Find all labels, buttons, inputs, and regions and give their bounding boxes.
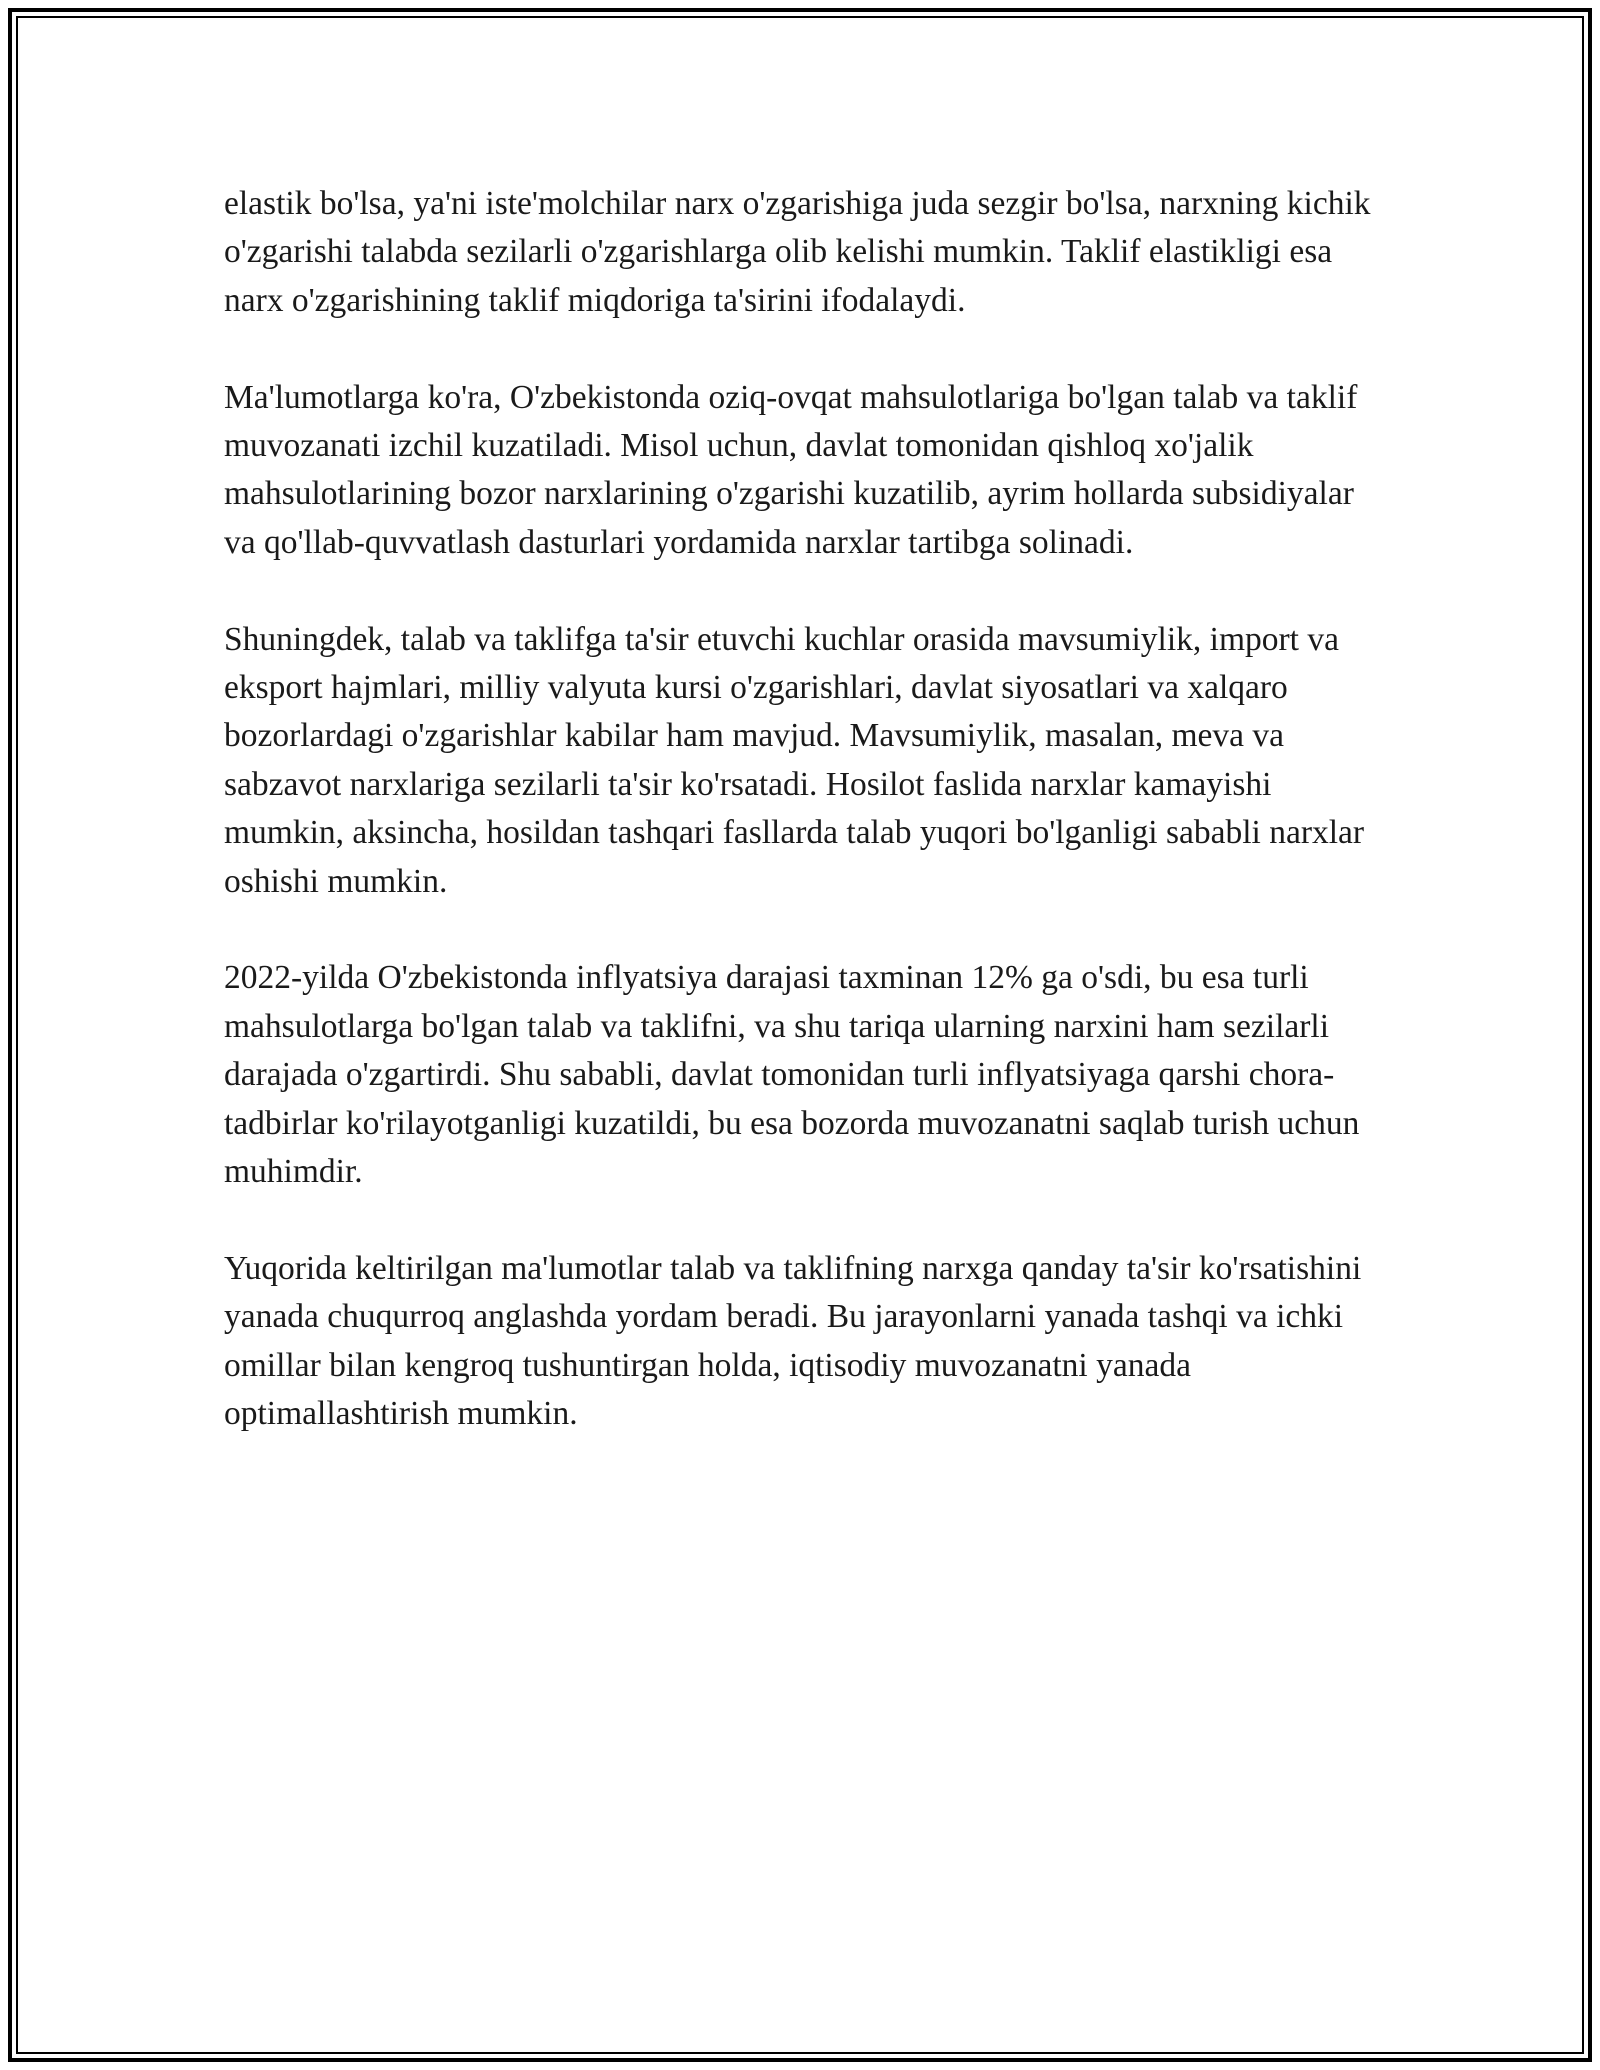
paragraph-5: Yuqorida keltirilgan ma'lumotlar talab va taklifning narxga qanday ta'sir ko'rsatishini yanada chuqurroq anglashda yordam beradi. Bu jarayonlarni yanada tashqi va ichki omillar bilan kengroq tushuntirgan holda, iqtisodiy muvozanatni yanada optimallashtirish mumkin. bbox=[224, 1249, 1362, 1433]
paragraph-3: Shuningdek, talab va taklifga ta'sir etuvchi kuchlar orasida mavsumiylik, import va eksport hajmlari, milliy valyuta kursi o'zgarishlari, davlat siyosatlari va xalqaro bozorlardagi o'zgarishlar kabilar ham mavjud. Mavsumiylik, masalan, meva va sabzavot narxlariga sezilarli ta'sir ko'rsatadi. Hosilot faslida narxlar kamayishi mumkin, aksincha, hosildan tashqari fasllarda talab yuqori bo'lganligi sababli narxlar oshishi mumkin. bbox=[224, 620, 1365, 900]
document-body bbox=[224, 180, 1374, 1487]
paragraph-2: Ma'lumotlarga ko'ra, O'zbekistonda oziq-ovqat mahsulotlariga bo'lgan talab va taklif muvozanati izchil kuzatiladi. Misol uchun, davlat tomonidan qishloq xo'jalik mahsulotlarining bozor narxlarining o'zgarishi kuzatilib, ayrim hollarda subsidiyalar va qo'llab-quvvatlash dasturlari yordamida narxlar tartibga solinadi. bbox=[224, 378, 1358, 561]
paragraph-1: elastik bo'lsa, ya'ni iste'molchilar narx o'zgarishiga juda sezgir bo'lsa, narxning kichik o'zgarishi talabda sezilarli o'zgarishlarga olib kelishi mumkin. Taklif elastikligi esa narx o'zgarishining taklif miqdoriga ta'sirini ifodalaydi. bbox=[224, 185, 1371, 319]
paragraph-4: 2022-yilda O'zbekistonda inflyatsiya darajasi taxminan 12% ga o'sdi, bu esa turli mahsulotlarga bo'lgan talab va taklifni, va shu tariqa ularning narxini ham sezilarli darajada o'zgartirdi. Shu sababli, davlat tomonidan turli inflyatsiyaga qarshi chora-tadbirlar ko'rilayotganligi kuzatildi, bu esa bozorda muvozanatni saqlab turish uchun muhimdir. bbox=[224, 959, 1360, 1191]
